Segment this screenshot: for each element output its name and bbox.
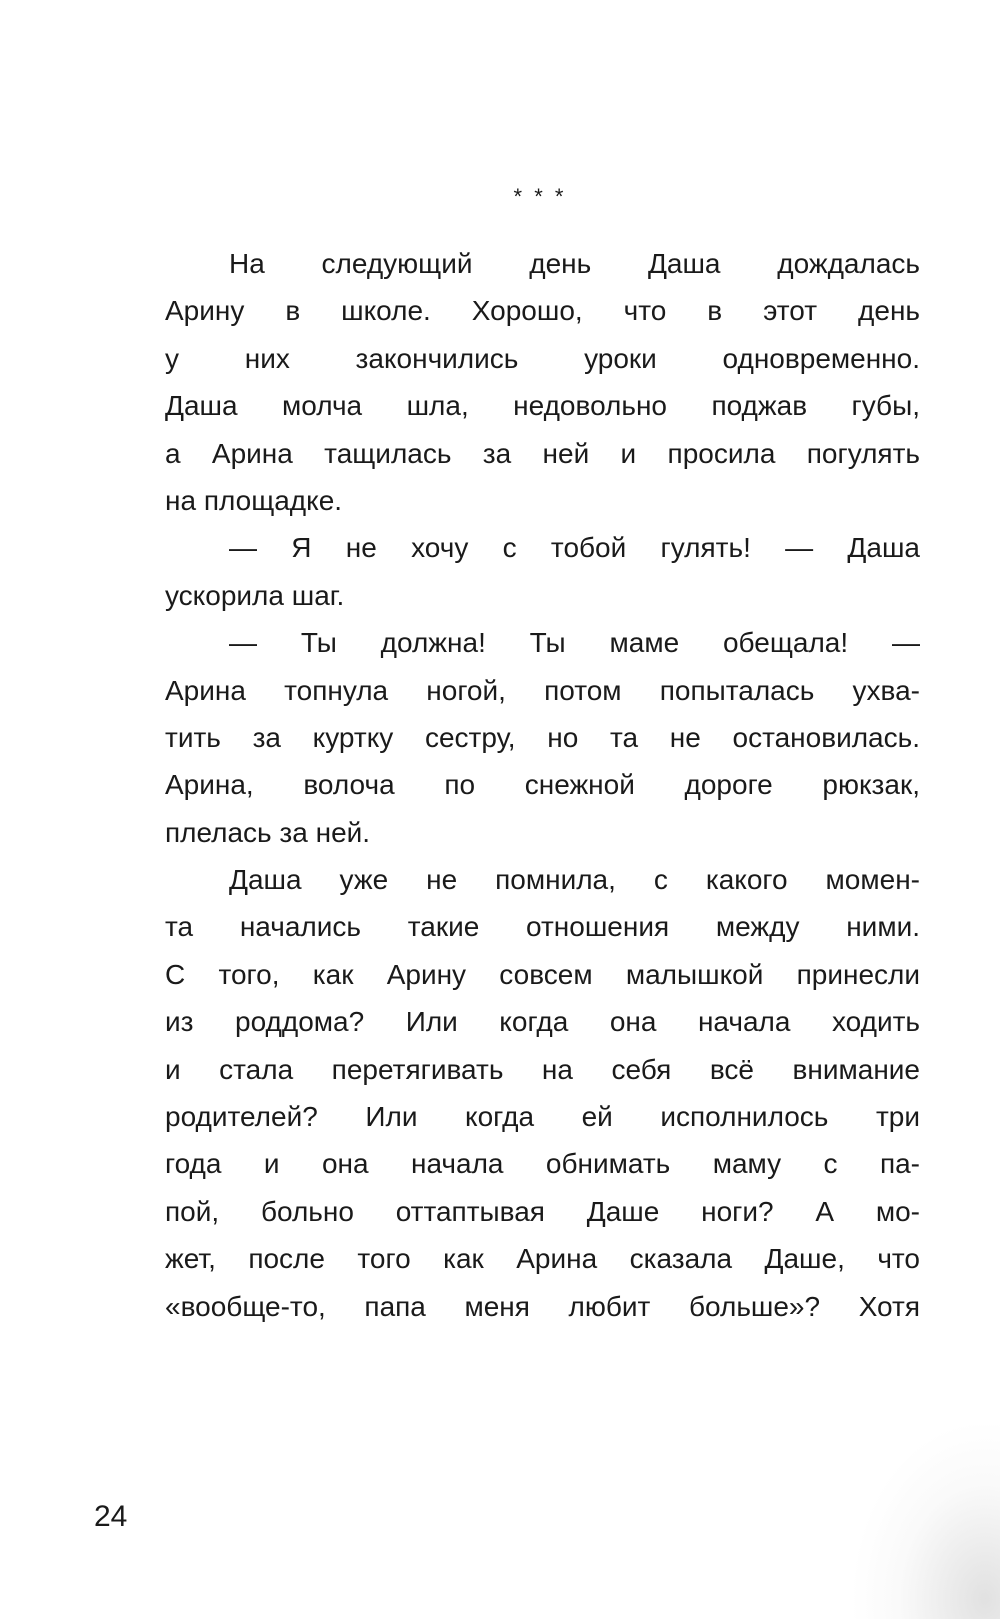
- text-line: Арина, волоча по снежной дороге рюкзак,: [165, 769, 920, 801]
- text-line: и стала перетягивать на себя всё внимание: [165, 1053, 920, 1085]
- text-line: На следующий день Даша дождалась: [229, 248, 920, 279]
- text-line: «вообще-то, папа меня любит больше»? Хотя: [165, 1290, 920, 1322]
- text-line: жет, после того как Арина сказала Даше, что: [165, 1243, 920, 1275]
- text-line: Даша уже не помнила, с какого момен-: [229, 864, 920, 896]
- text-line: плелась за ней.: [165, 816, 371, 848]
- section-separator: * * *: [513, 184, 567, 209]
- text-line: ускорила шаг.: [165, 579, 345, 611]
- text-line: Арина топнула ногой, потом попыталась ухва-: [165, 674, 920, 706]
- text-line: Даша молча шла, недовольно поджав губы,: [165, 390, 920, 422]
- text-line: — Я не хочу с тобой гулять! — Даша: [229, 532, 920, 564]
- page-number: 24: [94, 1500, 128, 1533]
- text-line: года и она начала обнимать маму с па-: [165, 1148, 920, 1180]
- text-line: С того, как Арину совсем малышкой принесли: [165, 958, 920, 990]
- text-line: на площадке.: [165, 484, 343, 516]
- text-line: у них закончились уроки одновременно.: [165, 342, 920, 374]
- text-line: пой, больно оттаптывая Даше ноги? А мо-: [165, 1195, 920, 1227]
- text-line: а Арина тащилась за ней и просила погулять: [165, 437, 920, 469]
- text-line: тить за куртку сестру, но та не остановилась.: [165, 721, 920, 753]
- text-line: из роддома? Или когда она начала ходить: [165, 1006, 920, 1038]
- text-line: — Ты должна! Ты маме обещала! —: [229, 627, 920, 659]
- text-line: родителей? Или когда ей исполнилось три: [165, 1101, 920, 1133]
- body-text: [165, 240, 920, 1330]
- text-line: Арину в школе. Хорошо, что в этот день: [165, 295, 920, 327]
- scan-smudge: [850, 1419, 1000, 1619]
- text-line: та начались такие отношения между ними.: [165, 911, 920, 943]
